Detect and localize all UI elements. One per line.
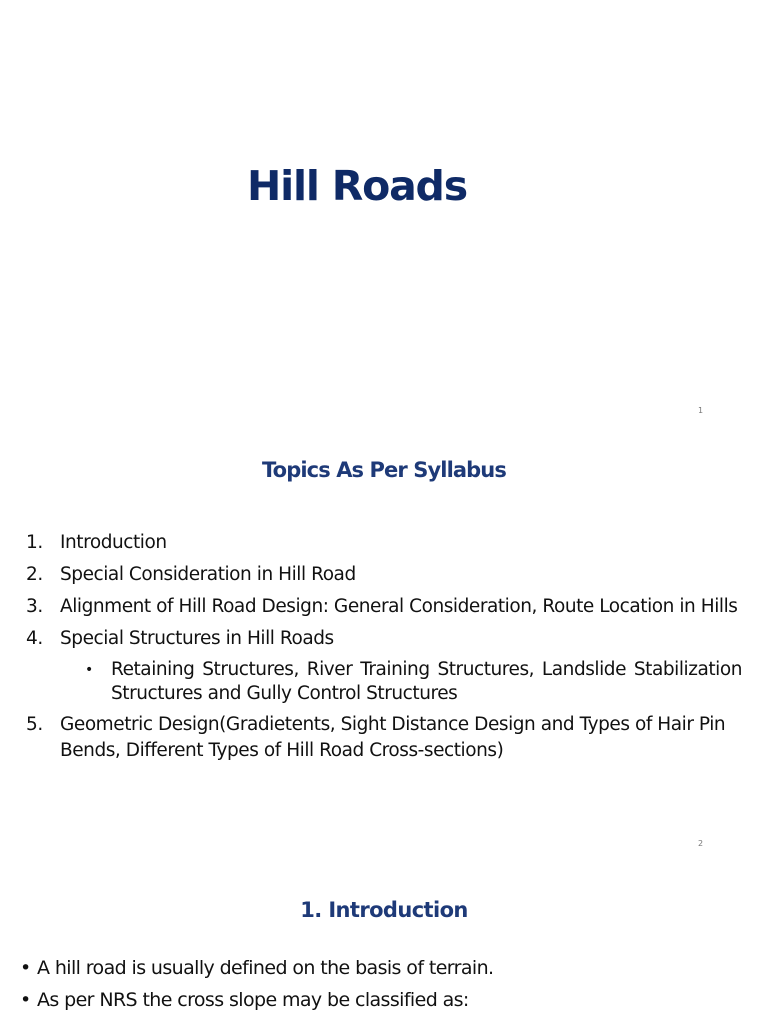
page-number: 1 [698, 406, 704, 415]
slide-3 [0, 860, 768, 1024]
subtopic-list [60, 658, 742, 706]
bullet-item [20, 988, 493, 1012]
topic-item [26, 594, 742, 620]
intro-bullet-list [20, 956, 493, 1020]
slide-heading: 1. Introduction [300, 898, 468, 922]
topic-text: Alignment of Hill Road Design: General Consideration, Route Location in Hills [60, 596, 738, 617]
topic-text: Introduction [60, 532, 167, 553]
topic-number: 2. [26, 564, 43, 585]
topic-number: 4. [26, 628, 43, 649]
slide-title: Hill Roads [247, 162, 467, 210]
subtopic-text: Retaining Structures, River Training Structures, Landslide Stabilization Structures and Gully Control Structures [111, 659, 742, 704]
slide-heading: Topics As Per Syllabus [262, 458, 506, 482]
topic-number: 3. [26, 596, 43, 617]
slide-2 [0, 430, 768, 860]
slide-1 [0, 0, 768, 430]
topic-text: Special Structures in Hill Roads [60, 628, 334, 649]
bullet-text: As per NRS the cross slope may be classified as: [37, 989, 469, 1011]
topic-list [26, 530, 742, 770]
topic-item [26, 626, 742, 706]
topic-number: 1. [26, 532, 43, 553]
bullet-icon: • [20, 957, 31, 979]
topic-item [26, 712, 742, 764]
topic-item [26, 562, 742, 588]
bullet-icon: • [20, 989, 31, 1011]
topic-text: Special Consideration in Hill Road [60, 564, 356, 585]
subtopic-item [60, 658, 742, 706]
bullet-text: A hill road is usually defined on the basis of terrain. [37, 957, 494, 979]
topic-item [26, 530, 742, 556]
page-number: 2 [698, 839, 704, 848]
bullet-icon: • [85, 662, 93, 678]
bullet-item [20, 956, 493, 980]
topic-text: Geometric Design(Gradietents, Sight Distance Design and Types of Hair Pin Bends, Different Types of Hill Road Cross-sections) [60, 714, 726, 761]
topic-number: 5. [26, 714, 43, 735]
